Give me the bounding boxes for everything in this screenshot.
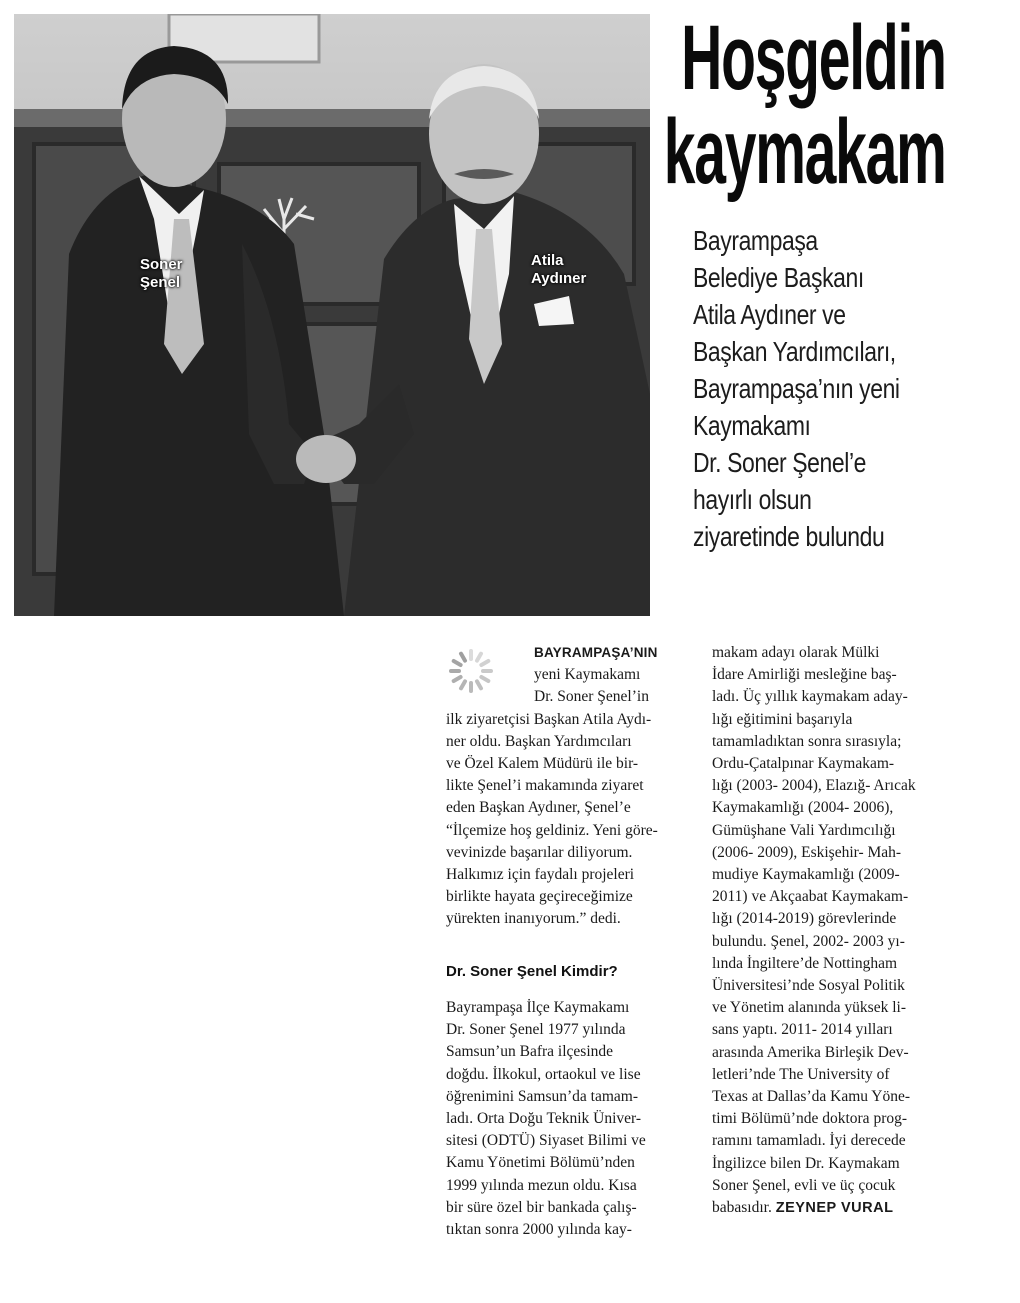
text-line: yürekten inanıyorum.” dedi. — [446, 910, 621, 928]
text-line: “İlçemize hoş geldiniz. Yeni göre- — [446, 821, 658, 839]
text-line: arasında Amerika Birleşik Dev- — [712, 1043, 909, 1061]
text-line: Texas at Dallas’da Kamu Yöne- — [712, 1088, 911, 1106]
text-line: ve Yönetim alanında yüksek li- — [712, 999, 906, 1017]
photo-label-right — [531, 252, 586, 288]
headline-line2: kaymakam — [664, 101, 946, 203]
news-photo — [14, 14, 650, 616]
closing-line — [712, 1197, 948, 1219]
text-line: eden Başkan Aydıner, Şenel’e — [446, 799, 631, 817]
text-line: ramını tamamladı. İyi derecede — [712, 1132, 906, 1150]
text-line: sitesi (ODTÜ) Siyaset Bilimi ve — [446, 1132, 646, 1150]
photo-label-right-line1: Atila — [531, 252, 564, 269]
text-line: İdare Amirliği mesleğine baş- — [712, 666, 897, 684]
photo-label-left-line1: Soner — [140, 256, 183, 273]
text-line: İngilizce bilen Dr. Kaymakam — [712, 1154, 900, 1172]
text-line: yeni Kaymakamı — [534, 666, 641, 684]
text-line: birlikte hayata geçireceğimize — [446, 888, 633, 906]
deck-line: Belediye Başkanı — [693, 262, 864, 293]
bio-paragraph — [446, 997, 686, 1241]
deck-line: hayırlı olsun — [693, 484, 812, 515]
text-line: Üniversitesi’nde Sosyal Politik — [712, 977, 905, 995]
text-line: öğrenimini Samsun’da tamam- — [446, 1087, 638, 1105]
deck-line: Bayrampaşa — [693, 225, 818, 256]
deck-line: Kaymakamı — [693, 410, 811, 441]
bio-paragraph-continued — [712, 642, 948, 1197]
text-line: sans yaptı. 2011- 2014 yılları — [712, 1021, 893, 1039]
text-line: Kaymakamlığı (2004- 2006), — [712, 799, 894, 817]
text-line: Dr. Soner Şenel 1977 yılında — [446, 1021, 626, 1039]
text-line: ve Özel Kalem Müdürü ile bir- — [446, 755, 639, 773]
lead-line — [446, 642, 686, 664]
photo-label-left — [140, 256, 183, 292]
text-line: doğdu. İlkokul, ortaokul ve lise — [446, 1065, 641, 1083]
text-line: ner oldu. Başkan Yardımcıları — [446, 732, 632, 750]
text-line: lığı eğitimini başarıyla — [712, 710, 853, 728]
text-line: timi Bölümü’nde doktora prog- — [712, 1110, 908, 1128]
handshake-photo-illustration — [14, 14, 650, 616]
photo-label-left-line2: Şenel — [140, 274, 181, 291]
text-line: lığı (2014-2019) görevlerinde — [712, 910, 897, 928]
text-line: 2011) ve Akçaabat Kaymakam- — [712, 888, 909, 906]
article-column-2 — [712, 642, 948, 1219]
text-line: Soner Şenel, evli ve üç çocuk — [712, 1176, 896, 1194]
text-line: makam adayı olarak Mülki — [712, 644, 880, 661]
text-line: tamamladıktan sonra sırasıyla; — [712, 732, 902, 750]
text-line: (2006- 2009), Eskişehir- Mah- — [712, 843, 902, 861]
text-line: ladı. Orta Doğu Teknik Üniver- — [446, 1110, 642, 1128]
text-line: tıktan sonra 2000 yılında kay- — [446, 1221, 632, 1239]
text-line: 1999 yılında mezun oldu. Kısa — [446, 1176, 637, 1194]
headline-line1: Hoşgeldin — [681, 7, 946, 109]
intro-paragraph — [446, 664, 686, 930]
text-line: Bayrampaşa İlçe Kaymakamı — [446, 999, 630, 1016]
text-line: Ordu-Çatalpınar Kaymakam- — [712, 755, 895, 773]
text-line: Samsun’un Bafra ilçesinde — [446, 1043, 614, 1061]
text-line: ladı. Üç yıllık kaymakam aday- — [712, 688, 908, 706]
article-deck — [693, 222, 993, 555]
text-line: lığı (2003- 2004), Elazığ- Arıcak — [712, 777, 916, 795]
deck-line: Atila Aydıner ve — [693, 299, 846, 330]
lead-word: BAYRAMPAŞA’NIN — [534, 645, 658, 660]
bio-subheading: Dr. Soner Şenel Kimdir? — [446, 963, 618, 980]
text-line: vevinizde başarılar diliyorum. — [446, 843, 633, 861]
text-line: Kamu Yönetimi Bölümü’nden — [446, 1154, 635, 1172]
text-line: Gümüşhane Vali Yardımcılığı — [712, 821, 896, 839]
text-line: ilk ziyaretçisi Başkan Atila Aydı- — [446, 710, 652, 728]
text-line: Halkımız için faydalı projeleri — [446, 866, 635, 884]
text-line: bulundu. Şenel, 2002- 2003 yı- — [712, 932, 905, 950]
text-line: bir süre özel bir bankada çalış- — [446, 1198, 637, 1216]
text-line: letleri’nde The University of — [712, 1065, 890, 1083]
deck-line: Başkan Yardımcıları, — [693, 336, 896, 367]
deck-line: Bayrampaşa’nın yeni — [693, 373, 900, 404]
author-byline: ZEYNEP VURAL — [775, 1200, 894, 1217]
deck-line: Dr. Soner Şenel’e — [693, 447, 866, 478]
text-line: lında İngiltere’de Nottingham — [712, 954, 898, 972]
article-column-1 — [446, 642, 686, 931]
text-line: Dr. Soner Şenel’in — [534, 688, 649, 706]
text-line: mudiye Kaymakamlığı (2009- — [712, 866, 900, 884]
photo-label-right-line2: Aydıner — [531, 270, 587, 287]
closing-text: babasıdır. — [712, 1199, 772, 1217]
deck-line: ziyaretinde bulundu — [693, 521, 885, 552]
text-line: likte Şenel’i makamında ziyaret — [446, 777, 644, 795]
